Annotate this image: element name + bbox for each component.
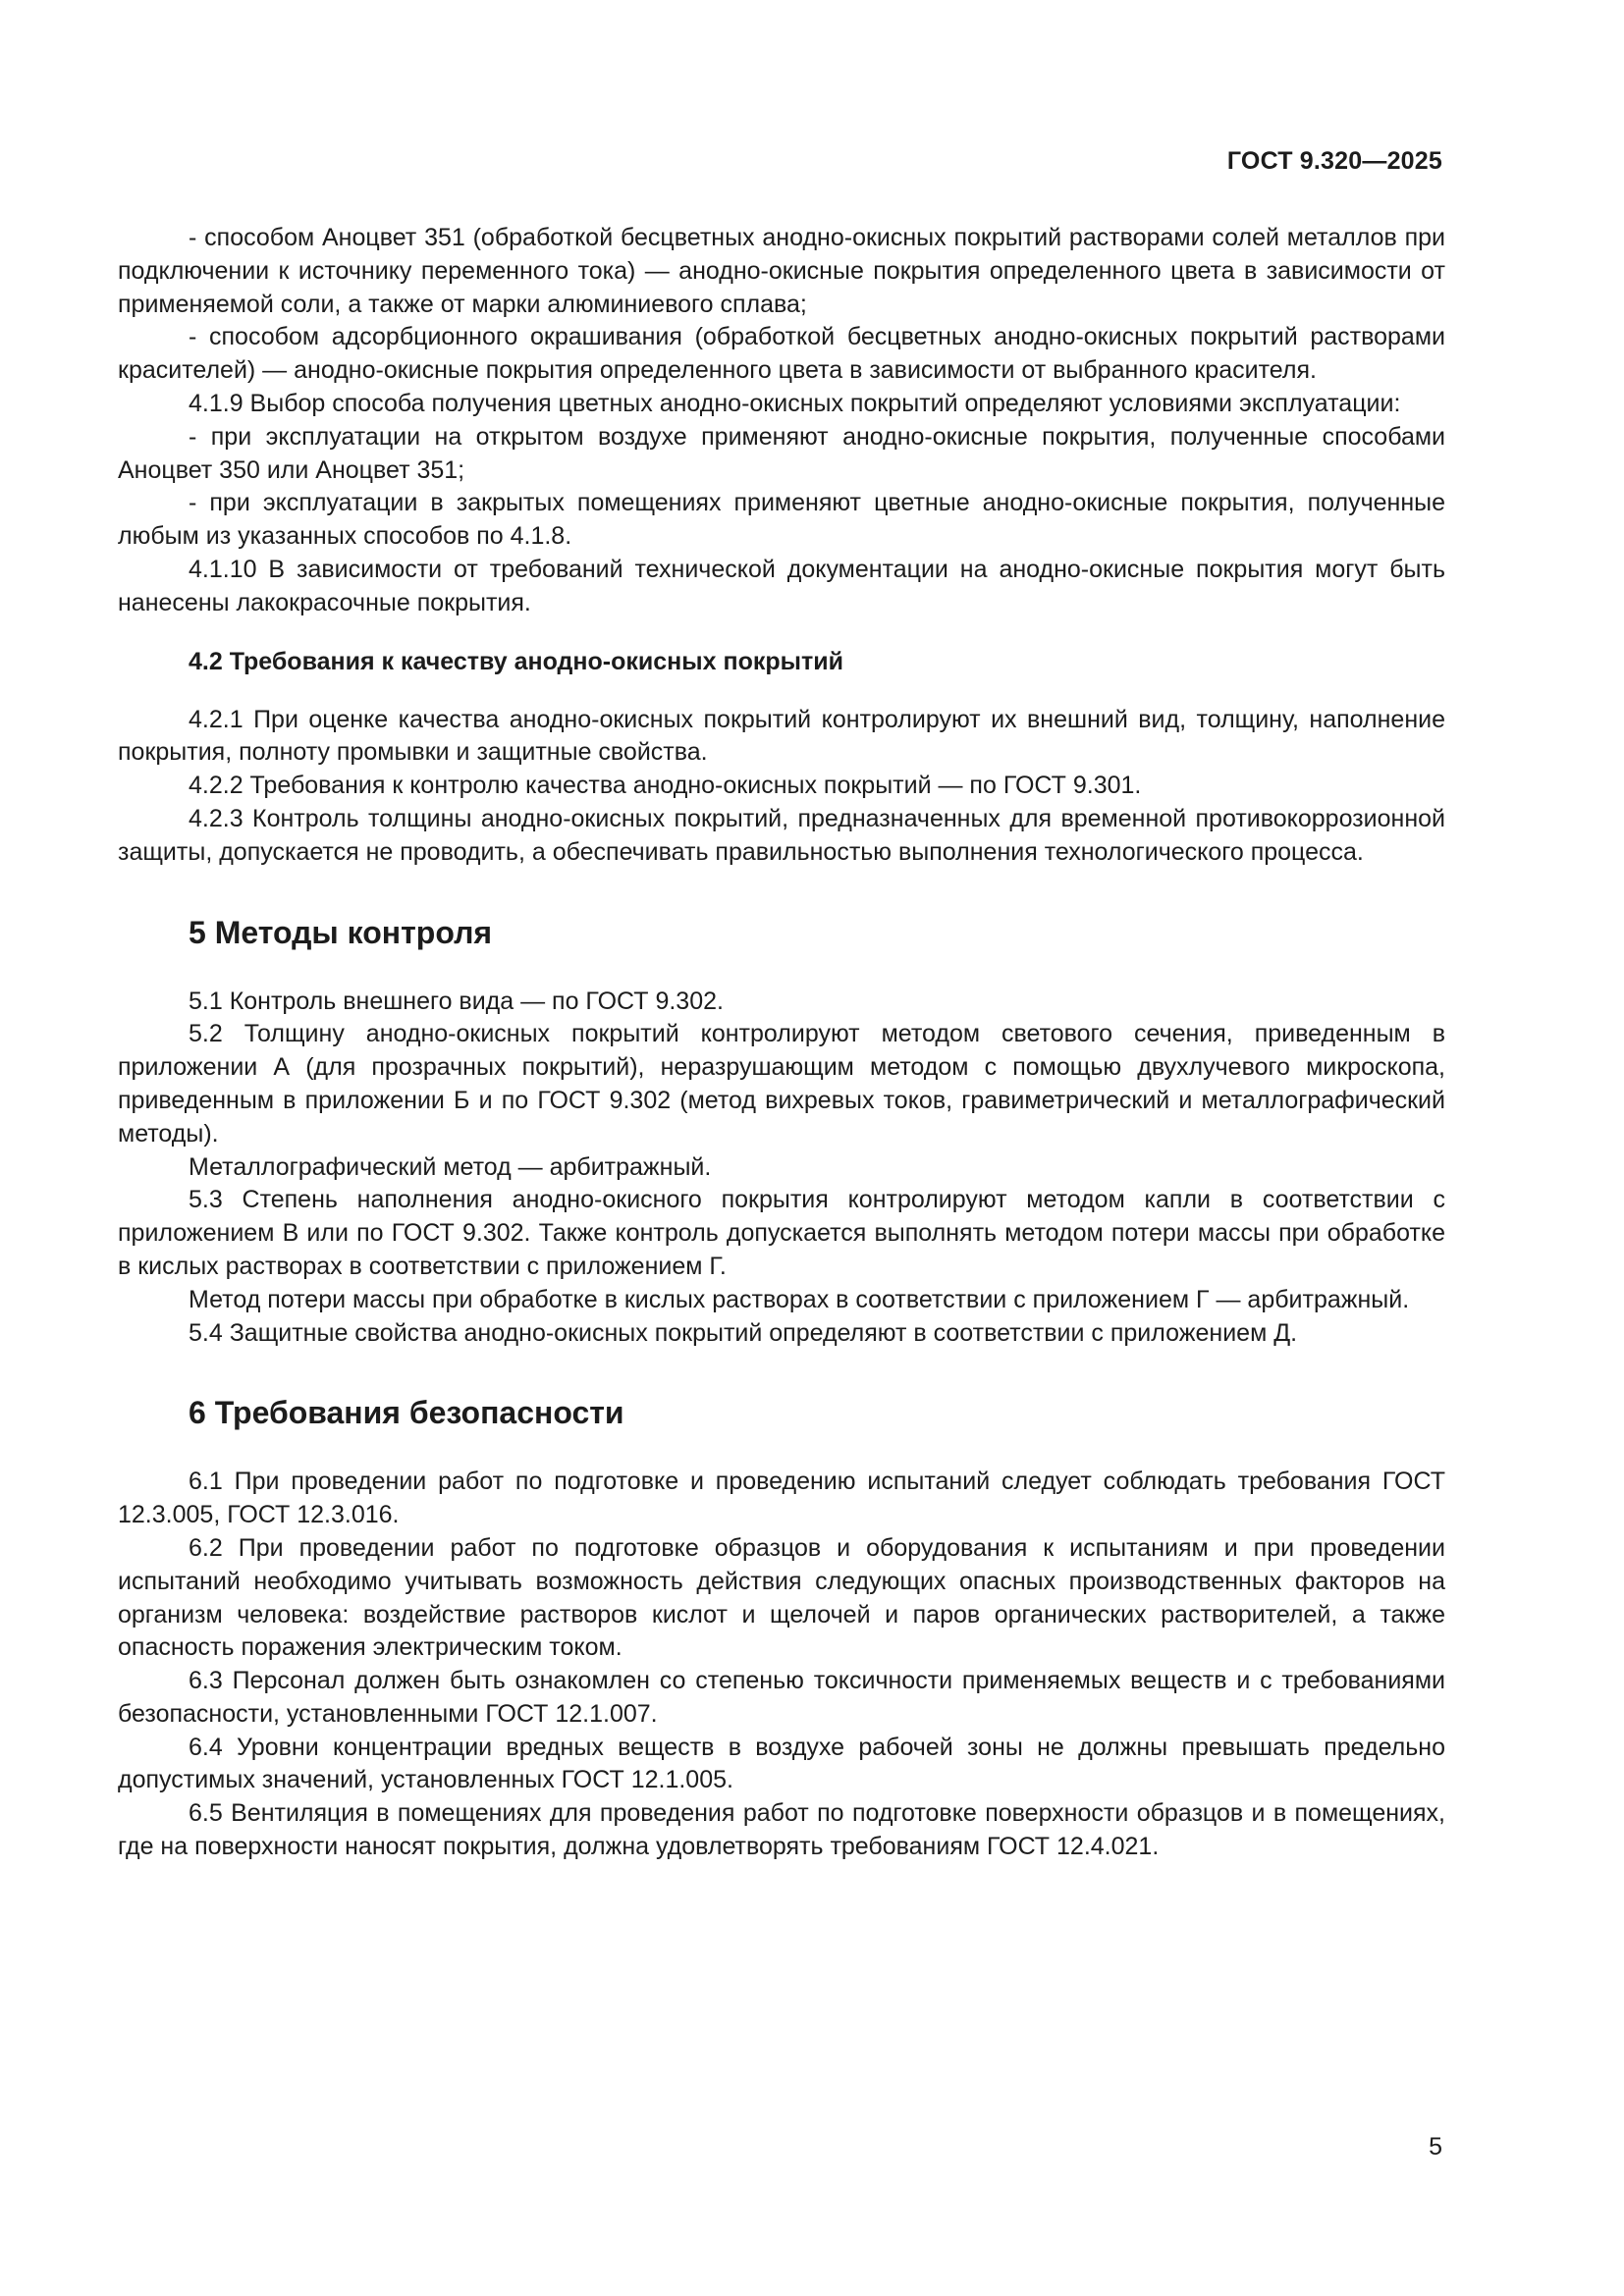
subsection-title-4-2: 4.2 Требования к качеству анодно-окисных покрытий <box>189 647 843 675</box>
subsection-4-2-body <box>118 704 1445 870</box>
paragraph: 6.2 При проведении работ по подготовке образцов и оборудования к испытаниям и при проведении испытаний необходимо учитывать возможность действия следующих опасных производственных факторов на организм человека: воздействие растворов кислот и щелочей и паров органических растворителей, а также опасность поражения электрическим током. <box>118 1533 1445 1662</box>
document-body <box>118 222 1445 1864</box>
paragraph: 4.1.10 В зависимости от требований технической документации на анодно-окисные покрытия могут быть нанесены лакокрасочные покрытия. <box>118 555 1445 616</box>
paragraph: - способом Аноцвет 351 (обработкой бесцветных анодно-окисных покрытий растворами солей металлов при подключении к источнику переменного тока) — анодно-окисные покрытия определенного цвета в зависимости от применяемой соли, а также от марки алюминиевого сплава; <box>118 224 1445 318</box>
paragraph: 5.2 Толщину анодно-окисных покрытий контролируют методом светового сечения, приведенным в приложении А (для прозрачных покрытий), неразрушающим методом с помощью двухлучевого микроскопа, приведенным в приложении Б и по ГОСТ 9.302 (метод вихревых токов, гравиметрический и металлографический методы). <box>118 1020 1445 1148</box>
paragraph: - при эксплуатации на открытом воздухе применяют анодно-окисные покрытия, полученные способами Аноцвет 350 или Аноцвет 351; <box>118 422 1445 484</box>
page-number: 5 <box>1429 2133 1442 2161</box>
paragraph: Метод потери массы при обработке в кислых растворах в соответствии с приложением Г — арбитражный. <box>189 1285 1410 1313</box>
paragraph: 5.3 Степень наполнения анодно-окисного покрытия контролируют методом капли в соответствии с приложением В или по ГОСТ 9.302. Также контроль допускается выполнять методом потери массы при обработке в кислых растворах в соответствии с приложением Г. <box>118 1186 1445 1280</box>
document-header-id: ГОСТ 9.320—2025 <box>1226 147 1442 175</box>
section-5-body <box>118 986 1445 1351</box>
paragraph: 4.1.9 Выбор способа получения цветных анодно-окисных покрытий определяют условиями эксплуатации: <box>189 389 1401 417</box>
paragraph: - при эксплуатации в закрытых помещениях применяют цветные анодно-окисные покрытия, полученные любым из указанных способов по 4.1.8. <box>118 489 1445 551</box>
paragraph: - способом адсорбционного окрашивания (обработкой бесцветных анодно-окисных покрытий растворами красителей) — анодно-окисные покрытия определенного цвета в зависимости от выбранного красителя. <box>118 323 1445 385</box>
paragraph: 6.5 Вентиляция в помещениях для проведения работ по подготовке поверхности образцов и в помещениях, где на поверхности наносят покрытия, должна удовлетворять требованиям ГОСТ 12.4.021. <box>118 1799 1445 1861</box>
paragraph: 6.1 При проведении работ по подготовке и проведению испытаний следует соблюдать требования ГОСТ 12.3.005, ГОСТ 12.3.016. <box>118 1468 1445 1529</box>
paragraph: Металлографический метод — арбитражный. <box>189 1152 712 1181</box>
section-title-6: 6 Требования безопасности <box>189 1395 624 1431</box>
paragraph: 4.2.1 При оценке качества анодно-окисных покрытий контролируют их внешний вид, толщину, наполнение покрытия, полноту промывки и защитные свойства. <box>118 705 1445 767</box>
section-6-body <box>118 1466 1445 1864</box>
paragraph: 6.4 Уровни концентрации вредных веществ в воздухе рабочей зоны не должны превышать предельно допустимых значений, установленных ГОСТ 12.1.005. <box>118 1733 1445 1794</box>
paragraph: 5.4 Защитные свойства анодно-окисных покрытий определяют в соответствии с приложением Д. <box>189 1318 1298 1347</box>
paragraph: 4.2.2 Требования к контролю качества анодно-окисных покрытий — по ГОСТ 9.301. <box>189 772 1142 800</box>
paragraph: 6.3 Персонал должен быть ознакомлен со степенью токсичности применяемых веществ и с требованиями безопасности, установленными ГОСТ 12.1.007. <box>118 1667 1445 1728</box>
paragraph: 4.2.3 Контроль толщины анодно-окисных покрытий, предназначенных для временной противокоррозионной защиты, допускается не проводить, а обеспечивать правильностью выполнения технологического процесса. <box>118 804 1445 866</box>
section-title-5: 5 Методы контроля <box>189 914 493 950</box>
continuation-block <box>118 222 1445 620</box>
paragraph: 5.1 Контроль внешнего вида — по ГОСТ 9.302. <box>189 987 724 1015</box>
